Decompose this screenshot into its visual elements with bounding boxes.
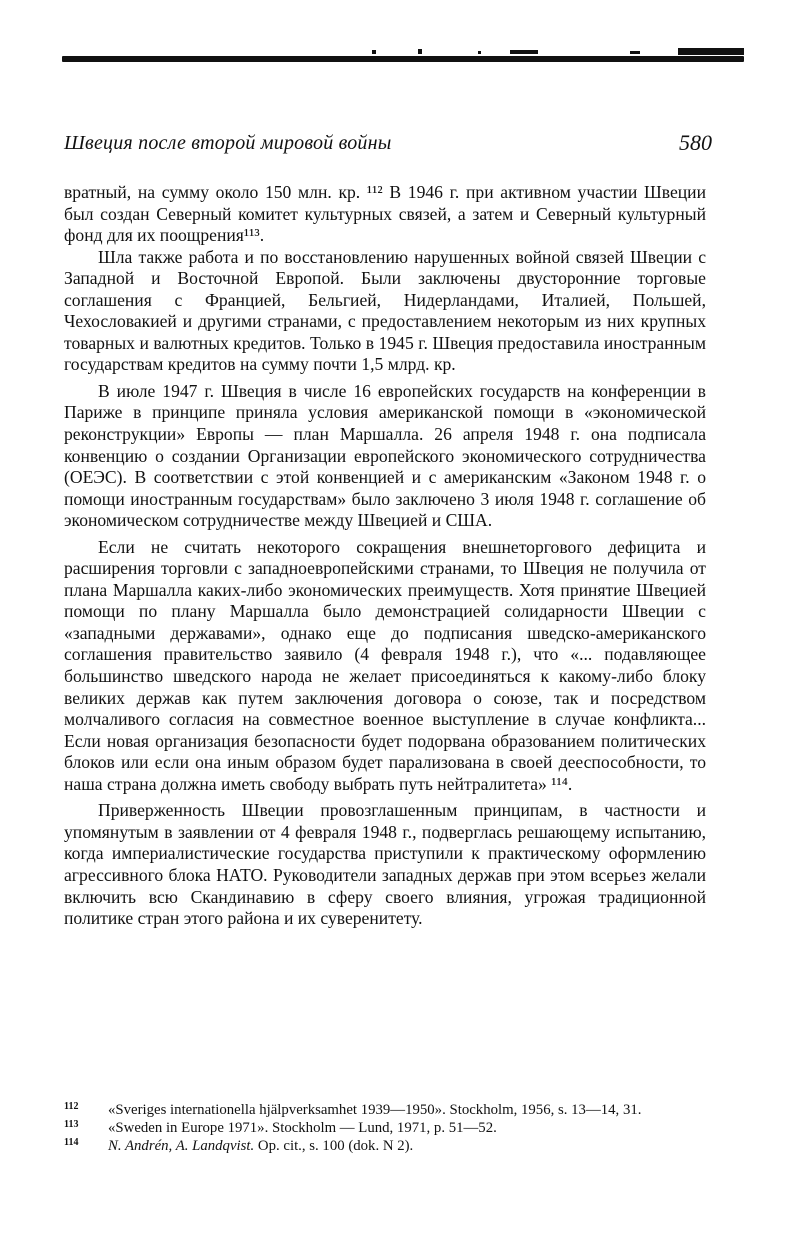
footnote	[64, 1137, 724, 1155]
paragraph: В июле 1947 г. Швеция в числе 16 европейских государств на конференции в Париже в принципе приняла условия американской помощи в «экономической реконструкции» Европы — план Маршалла. 26 апреля 1948 г. она подписала конвенцию о создании Организации европейского экономического сотрудничества (ОЕЭС). В соответствии с этой конвенцией и с американским «Законом 1948 г. о помощи иностранным государствам» было заключено 3 июля 1948 г. соглашение об экономическом сотрудничестве между Швецией и США.	[64, 380, 706, 531]
top-rule	[62, 56, 744, 62]
footnote-text: «Sveriges internationella hjälpverksamhet 1939—1950». Stockholm, 1956, s. 13—14, 31.	[108, 1102, 642, 1118]
page-number: 580	[679, 130, 712, 155]
scan-specks	[360, 46, 744, 56]
footnote	[64, 1101, 724, 1119]
page-header	[62, 132, 712, 162]
footnote-mark: 113	[64, 1119, 79, 1130]
footnote-authors: N. Andrén, A. Landqvist.	[108, 1138, 255, 1154]
body-text	[64, 182, 706, 930]
footnote-mark: 114	[64, 1137, 79, 1148]
paragraph: Шла также работа и по восстановлению нарушенных войной связей Швеции с Западной и Восточной Европой. Были заключены двусторонние торговые соглашения с Францией, Бельгией, Нидерландами, Италией, Польшей, Чехословакией и другими странами, с предоставлением некоторым из них крупных товарных и валютных кредитов. Только в 1945 г. Швеция предоставила иностранным государствам кредитов на сумму почти 1,5 млрд. кр.	[64, 246, 706, 375]
paragraph: Если не считать некоторого сокращения внешнеторгового дефицита и расширения торговли с западноевропейскими странами, то Швеция не получила от плана Маршалла каких-либо экономических преимуществ. Хотя принятие Швецией помощи по плану Маршалла было демонстрацией солидарности Швеции с «западными державами», однако еще до подписания шведско-американского соглашения правительство заявило (4 февраля 1948 г.), что «... подавляющее большинство шведского народа не желает присоединяться к какому-либо блоку великих держав как путем заключения договора о союзе, так и посредством молчаливого согласия на совместное военное выступление в случае конфликта... Если новая организация безопасности будет подорвана образованием политических блоков или если она иным образом будет парализована в своей дееспособности, то наша страна должна иметь свободу выбрать путь нейтралитета» ¹¹⁴.	[64, 536, 706, 794]
footnote-mark: 112	[64, 1101, 79, 1112]
paragraph: Приверженность Швеции провозглашенным принципам, в частности и упомянутым в заявлении от 4 февраля 1948 г., подверглась решающему испытанию, когда империалистические государства приступили к практическому оформлению агрессивного блока НАТО. Руководители западных держав при этом всерьез желали включить всю Скандинавию в сферу своего влияния, угрожая традиционной политике стран этого района и их суверенитету.	[64, 800, 706, 929]
footnotes	[64, 1101, 724, 1155]
running-title: Швеция после второй мировой войны	[64, 132, 392, 154]
footnote	[64, 1119, 724, 1137]
footnote-text: Op. cit., s. 100 (dok. N 2).	[257, 1138, 414, 1154]
footnote-text: «Sweden in Europe 1971». Stockholm — Lund, 1971, p. 51—52.	[108, 1120, 497, 1136]
paragraph: вратный, на сумму около 150 млн. кр. ¹¹² В 1946 г. при активном участии Швеции был создан Северный комитет культурных связей, а затем и Северный культурный фонд для их поощрения¹¹³.	[64, 182, 706, 246]
